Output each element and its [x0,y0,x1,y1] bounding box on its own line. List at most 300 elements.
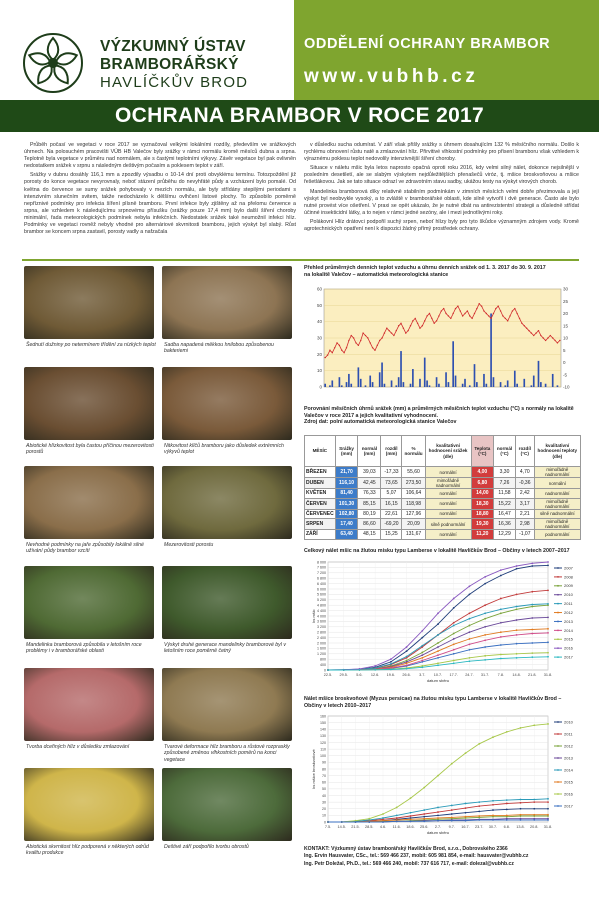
photo-12 [162,768,292,841]
series-point [410,812,412,814]
legend-marker [557,638,559,640]
table-cell: 81,40 [335,489,358,499]
chart1-right-tick: 30 [563,286,569,292]
series-point [453,598,455,600]
table-cell: -0,36 [515,478,534,489]
series-point [382,821,384,823]
series-point [547,652,549,654]
y-tick-label: 100 [320,754,326,759]
series-point [359,669,361,671]
contact-line-1: KONTAKT: Výzkumný ústav bramborářský Havlíčkův Brod, s.r.o., Dobrovského 2366 [304,846,508,852]
contact-line-3: Ing. Petr Doležal, Ph.D., tel.: 569 466 240, mobil: 737 616 717, e-mail: dolezal@vubhb.cz [304,860,514,867]
y-tick-label: 6 000 [317,587,326,592]
series-point [500,631,502,633]
photo-11 [24,768,154,841]
chart1-temperature-point [370,342,371,343]
series-point [453,633,455,635]
y-tick-label: 50 [322,787,326,792]
table-row [305,509,581,519]
table-header-cell: normál (mm) [358,436,381,467]
legend-label: 2017 [564,803,573,809]
y-tick-label: 160 [320,714,326,719]
intro-paragraph: Situace v náletu mšic byla letos naprosto opačná oproti roku 2016, kdy velmi silný nálet, dokonce nejsilnější v posledním desetiletí, ale se slabým výskytem nejdůležitějších přenašečů viróz, tj. mšice broskvoňovou a mšice řešetlákovou. Jak se tato situace odrazí ve zdravotním stavu sadby, ukážou testy na výskyt virových chorob. [304,165,579,186]
chart1-precip-bar [490,314,492,388]
series-point [406,668,408,670]
chart1-temperature-point [538,330,539,331]
series-point [453,643,455,645]
table-cell: 39,03 [358,467,381,478]
series-point [451,816,453,818]
series-point [453,660,455,662]
series-point [500,569,502,571]
table-header-cell: % normálu [402,436,425,467]
chart1-temperature-point [474,313,475,314]
table-cell: 131,67 [402,530,425,540]
poster-header [0,0,599,100]
chart1-temperature-point [540,335,541,336]
legend-label: 2012 [564,743,573,749]
series-point [516,594,518,596]
y-tick-label: 90 [322,760,326,765]
institute-block [0,0,294,100]
table-cell: 4,70 [515,467,534,478]
series-point [437,807,439,809]
series-point [469,649,471,651]
table-cell: 12,29 [494,530,516,540]
chart1-temperature-point [334,347,335,348]
series-point [327,669,329,671]
x-tick-label: 3.7. [419,673,426,677]
series-point [465,812,467,814]
chart1-temperature-point [450,318,451,319]
y-tick-label: 4 000 [317,614,326,619]
chart1-temperature-point [426,315,427,316]
series-point [492,804,494,806]
intro-text-right [304,142,579,235]
legend-marker [557,805,559,807]
myzus-flight-chart [304,712,584,842]
series-point [478,805,480,807]
table-cell: mimořádně nadnormální [425,478,471,489]
legend-marker [557,757,559,759]
table-cell: 73,65 [381,478,402,489]
series-point [406,650,408,652]
chart1-temperature-point [400,323,401,324]
y-axis-label: ks mšice broskvoňové [311,749,316,789]
series-point [374,669,376,671]
table-cell: 48,15 [358,530,381,540]
series-point [516,629,518,631]
photo-caption: Výskyt druhé generace mandelinky bramborové byl v letošním roce poměrně četný [164,642,286,655]
series-point [531,562,533,564]
table-title [304,406,579,426]
table-cell: 21,70 [335,467,358,478]
legend-label: 2013 [564,618,573,624]
series-point [484,646,486,648]
series-point [410,820,412,822]
series-point [520,814,522,816]
chart1-precip-bar [381,363,383,388]
table-cell: 7,26 [494,478,516,489]
y-tick-label: 20 [322,807,326,812]
chart1-temperature-point [533,335,534,336]
table-cell: 18,80 [471,509,494,519]
series-point [531,652,533,654]
table-cell: 127,96 [402,509,425,519]
series-point [520,727,522,729]
legend-marker [557,781,559,783]
chart1-temperature-point [327,354,328,355]
series-point [547,561,549,563]
series-point [390,669,392,671]
series-point [437,820,439,822]
chart1-temperature-point [481,305,482,306]
table-cell: normální [425,530,471,540]
series-point [533,814,535,816]
series-point [469,625,471,627]
series-point [492,800,494,802]
y-tick-label: 7 600 [317,565,326,570]
series-point [437,664,439,666]
series-point [423,820,425,822]
legend-label: 2017 [564,654,573,660]
series-point [531,629,533,631]
chart1-precip-bar [452,341,454,387]
photo-caption: Abiotická skvrnitost hlíz podporená v některých odrůd kvalitu produkce [26,844,149,857]
legend-marker [557,769,559,771]
series-point [437,650,439,652]
table-cell: normální [425,467,471,478]
chart1-temperature-point [431,318,432,319]
chart1-temperature-point [360,340,361,341]
chart1-temperature-point [462,315,463,316]
series-point [374,665,376,667]
series-point [451,763,453,765]
chart1-temperature-point [412,320,413,321]
chart1-precip-bar [523,379,525,387]
series-point [437,654,439,656]
x-tick-label: 16.7. [461,825,470,829]
table-header-cell: rozdíl (°C) [515,436,534,467]
x-tick-label: 17.7. [449,673,458,677]
series-point [500,658,502,660]
chart1-temperature-point [493,313,494,314]
x-tick-label: 26.6. [402,673,411,677]
chart2-title: Celkový nálet mšic na žlutou misku typu Lamberse v lokalitě Havlíčkův Brod – Občiny v letech 2007–2017 [304,548,570,554]
series-point [478,801,480,803]
series-point [453,622,455,624]
series-point [506,731,508,733]
y-tick-label: 60 [322,780,326,785]
chart1-right-tick: -5 [563,372,568,378]
chart1-precip-bar [474,364,476,387]
table-cell: 20,09 [402,519,425,530]
chart1-left-tick: 30 [316,335,322,341]
photo-caption: Tvorba dceřiných hlíz v důsledku zmlazování [26,744,130,750]
series-point [533,801,535,803]
chart1-temperature-point [497,305,498,306]
chart1-left-tick: 10 [316,368,322,374]
x-axis-label: datum sběru [426,830,450,835]
series-point [469,638,471,640]
table-row [305,530,581,540]
chart1-temperature-point [526,328,527,329]
series-point [547,632,549,634]
series-point [484,626,486,628]
chart1-temperature-point [443,308,444,309]
chart1-precip-bar [410,384,412,387]
chart1-temperature-point [490,318,491,319]
y-tick-label: 400 [320,662,326,667]
chart1-temperature-point [396,330,397,331]
x-tick-label: 31.8. [543,825,553,829]
chart1-temperature-point [339,345,340,346]
chart1-precip-bar [391,380,393,387]
series-point [500,644,502,646]
chart1-precip-bar [372,382,374,387]
chart1-precip-bar [429,385,431,387]
chart1-temperature-point [528,330,529,331]
photo-3 [24,367,154,440]
chart1-temperature-point [479,303,480,304]
chart1-precip-bar [379,372,381,387]
chart1-left-tick: 50 [316,302,322,308]
department-name: ODDĚLENÍ OCHRANY BRAMBOR [304,36,551,52]
series-point [451,813,453,815]
table-cell: mimořádně nadnormální [534,498,580,509]
legend-label: 2010 [564,719,573,725]
chart1-precip-bar [531,385,533,387]
chart1-temperature-point [467,310,468,311]
y-tick-label: 110 [320,747,326,752]
table-cell: normální [425,498,471,509]
y-tick-label: 7 200 [317,571,326,576]
chart1-temperature-point [434,323,435,324]
chart1-temperature-point [531,332,532,333]
chart1-temperature-point [441,310,442,311]
series-point [453,662,455,664]
series-point [531,606,533,608]
series-point [506,799,508,801]
chart1-temperature-point [419,328,420,329]
series-point [437,623,439,625]
x-tick-label: 14.5. [337,825,346,829]
series-point [500,608,502,610]
table-cell: 102,80 [335,509,358,519]
chart1-temperature-point [543,337,544,338]
legend-label: 2016 [564,791,573,797]
table-cell: 14,00 [471,489,494,499]
chart1-precip-bar [486,384,488,387]
table-cell: 273,50 [402,478,425,489]
chart1-right-tick: 25 [563,298,569,304]
chart1-temperature-point [519,318,520,319]
table-cell: 106,64 [402,489,425,499]
legend-marker [557,612,559,614]
series-point [531,633,533,635]
series-point [469,585,471,587]
y-tick-label: 5 200 [317,598,326,603]
series-point [396,807,398,809]
series-point [469,594,471,596]
chart1-precip-bar [412,369,414,387]
legend-marker [557,733,559,735]
y-tick-label: 1 200 [317,652,326,657]
series-point [533,724,535,726]
table-cell: DUBEN [305,478,336,489]
chart1-precip-bar [493,377,495,387]
chart1-precip-bar [455,376,457,387]
chart1-precip-bar [369,376,371,387]
chart1-precip-bar [476,382,478,387]
x-tick-label: 11.6. [392,825,401,829]
y-tick-label: 30 [322,800,326,805]
y-tick-label: 4 800 [317,603,326,608]
series-point [469,631,471,633]
photo-caption: Mezerovitosti porostu [164,542,214,548]
x-tick-label: 25.6. [420,825,429,829]
chart1-precip-bar [469,385,471,387]
y-tick-label: 150 [320,720,326,725]
table-cell: 2,98 [515,519,534,530]
series-point [390,663,392,665]
y-tick-label: 2 400 [317,635,326,640]
series-point [327,821,329,823]
series-point [406,656,408,658]
photo-caption: Deštivé září podpořilo tvorbu obrostů [164,844,249,850]
legend-marker [557,576,559,578]
photo-10 [162,668,292,741]
legend-label: 2011 [564,731,573,737]
chart1-temperature-point [452,313,453,314]
series-point [484,576,486,578]
series-point [547,819,549,821]
series-point [406,646,408,648]
series-point [547,628,549,630]
series-point [465,816,467,818]
table-cell: 101,30 [335,498,358,509]
chart1-right-tick: 0 [563,360,566,365]
chart1-temperature-point [438,315,439,316]
table-header-cell: normál (°C) [494,436,516,467]
chart1-temperature-point [545,340,546,341]
table-cell: normální [425,489,471,499]
table-header-cell: MĚSÍC [305,436,336,467]
series-point [531,565,533,567]
series-point [547,564,549,566]
chart1-temperature-point [391,332,392,333]
series-point [421,637,423,639]
chart1-precip-bar [324,384,326,387]
series-point [500,575,502,577]
chart1-precip-bar [348,374,350,387]
legend-label: 2008 [564,574,573,580]
chart1-temperature-point [329,350,330,351]
series-point [547,814,549,816]
chart1-temperature-point [460,310,461,311]
legend-marker [557,721,559,723]
y-tick-label: 3 200 [317,625,326,630]
chart1-precip-bar [538,361,540,387]
y-tick-label: 3 600 [317,619,326,624]
y-tick-label: 4 400 [317,608,326,613]
series-point [465,820,467,822]
legend-label: 2012 [564,609,573,615]
table-cell: -17,33 [381,467,402,478]
series-point [396,817,398,819]
intro-paragraph: Polákovní Hlíz drátovci podpořil suchý srpen, neboť hlízy byly pro tyto škůdce významným zdrojem vody. Kromě agrotechnických opatření není k dispozici žádný přímý prostředek ochrany. [304,218,579,233]
chart1-temperature-point [464,313,465,314]
chart1-precip-bar [448,382,450,387]
y-tick-label: 6 400 [317,581,326,586]
title-bar [0,100,599,132]
table-cell: 3,30 [494,467,516,478]
chart1-temperature-point [521,323,522,324]
series-point [453,638,455,640]
x-tick-label: 13.8. [516,825,525,829]
chart1-temperature-point [554,340,555,341]
y-tick-label: 40 [322,793,326,798]
table-cell: 22,61 [381,509,402,519]
chart1-left-tick: 20 [316,351,322,357]
series-point [531,642,533,644]
chart1-precip-bar [557,385,559,387]
chart1-precip-bar [339,377,341,387]
aphid-flight-chart [304,558,584,690]
y-tick-label: 70 [322,773,326,778]
series-point [437,657,439,659]
chart1-temperature-point [365,335,366,336]
series-point [390,658,392,660]
series-point [437,775,439,777]
photo-4 [162,367,292,440]
table-row [305,467,581,478]
x-tick-label: 4.6. [379,825,387,829]
series-point [478,743,480,745]
table-cell: normální [534,478,580,489]
chart1-temperature-point [547,337,548,338]
x-tick-label: 19.6. [386,673,396,677]
chart1-temperature-point [348,340,349,341]
section-divider [22,259,579,261]
website-url[interactable]: www.vubhb.cz [304,66,479,87]
chart1-right-tick: 20 [563,311,569,316]
table-cell: normální [425,509,471,519]
chart1-right-tick: -10 [563,384,570,390]
chart1-precip-bar [419,379,421,387]
chart1-temperature-point [550,335,551,336]
photo-9 [24,668,154,741]
table-cell: nadnormální [534,489,580,499]
chart1-temperature-point [355,342,356,343]
x-tick-label: 29.5. [339,673,348,677]
chart1-temperature-point [557,342,558,343]
chart1-subtitle: na lokalitě Valečov – automatická meteorologická stanice [304,271,449,278]
series-point [469,612,471,614]
chart1-temperature-point [488,315,489,316]
chart1-precip-bar [540,382,542,387]
table-cell: 86,60 [358,519,381,530]
legend-label: 2007 [564,565,573,571]
series-point [453,625,455,627]
chart1-temperature-point [351,335,352,336]
department-block [294,0,599,100]
legend-marker [557,567,559,569]
legend-marker [557,647,559,649]
chart1-temperature-point [403,328,404,329]
chart1-temperature-point [415,318,416,319]
chart1-temperature-point [386,328,387,329]
